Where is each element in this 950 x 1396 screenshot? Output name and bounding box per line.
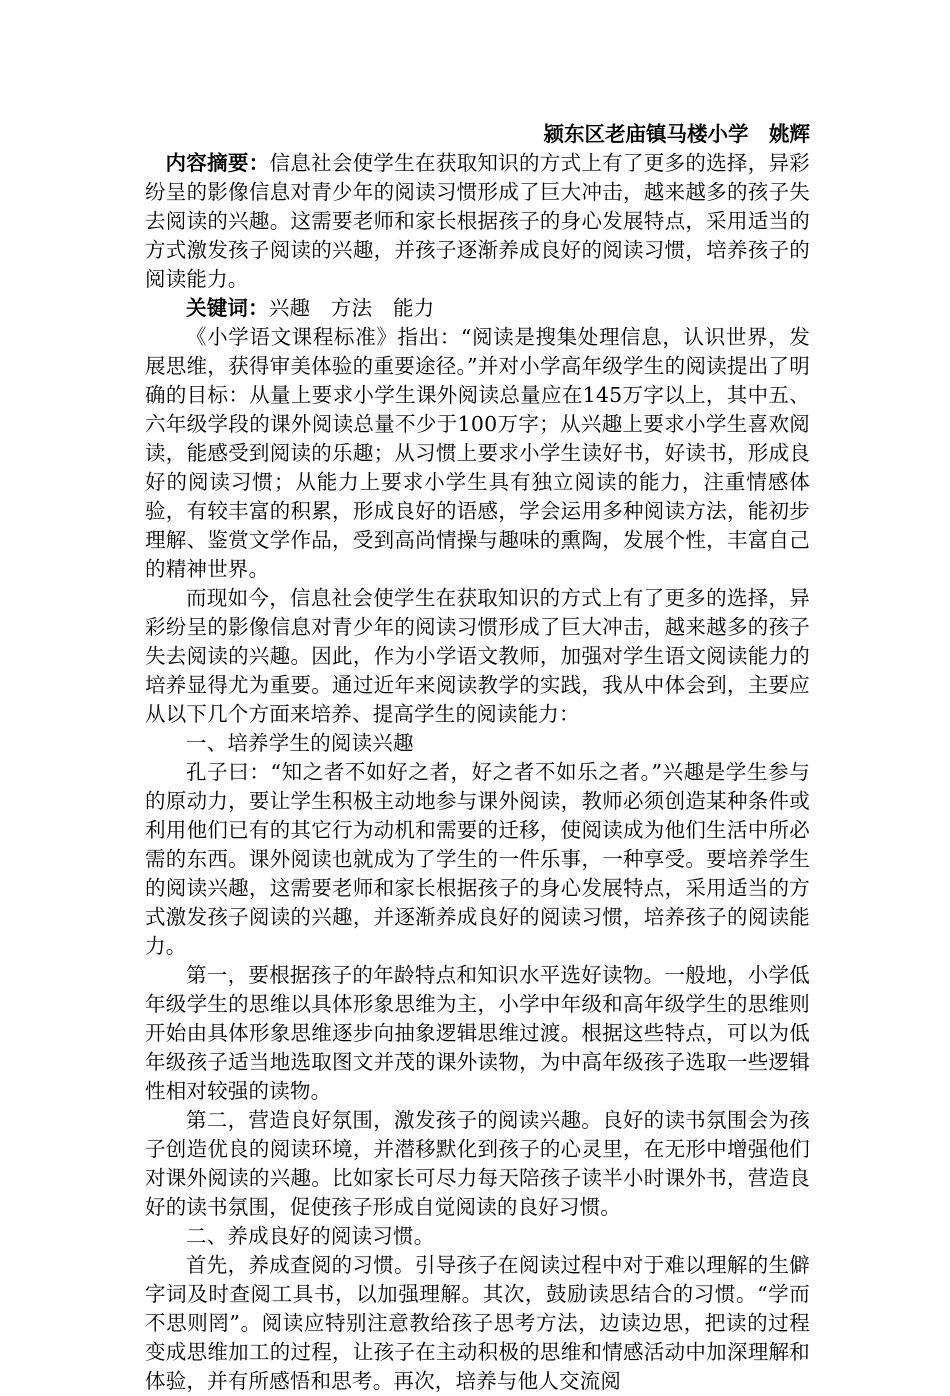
keywords-paragraph: [145, 294, 810, 323]
body-paragraph-2: 而现如今，信息社会使学生在获取知识的方式上有了更多的选择，异彩纷呈的影像信息对青少年的阅读习惯形成了巨大冲击，越来越多的孩子失去阅读的兴趣。因此，作为小学语文教师，加强对学生语文阅读能力的培养显得尤为重要。通过近年来阅读教学的实践，我从中体会到，主要应从以下几个方面来培养、提高学生的阅读能力：: [145, 586, 810, 726]
keywords-text: 兴趣 方法 能力: [268, 296, 435, 320]
author-line: 颍东区老庙镇马楼小学 姚辉: [543, 122, 810, 146]
document-page: [145, 120, 810, 1396]
keywords-label: 关键词：: [186, 296, 269, 320]
body-paragraph-1: 《小学语文课程标准》指出：“阅读是搜集处理信息，认识世界，发展思维，获得审美体验的重要途径。”并对小学高年级学生的阅读提出了明确的目标：从量上要求小学生课外阅读总量应在145万字以上，其中五、六年级学段的课外阅读总量不少于100万字；从兴趣上要求小学生喜欢阅读，能感受到阅读的乐趣；从习惯上要求小学生读好书，好读书，形成良好的阅读习惯；从能力上要求小学生具有独立阅读的能力，注重情感体验，有较丰富的积累，形成良好的语感，学会运用多种阅读方法，能初步理解、鉴赏文学作品，受到高尚情操与趣味的熏陶，发展个性，丰富自己的精神世界。: [145, 325, 810, 581]
section-heading-2: 二、养成良好的阅读习惯。: [186, 1224, 435, 1248]
body-paragraph-4: 第一，要根据孩子的年龄特点和知识水平选好读物。一般地，小学低年级学生的思维以具体形象思维为主，小学中年级和高年级学生的思维则开始由具体形象思维逐步向抽象逻辑思维过渡。根据这些特点，可以为低年级孩子适当地选取图文并茂的课外读物，为中高年级孩子选取一些逻辑性相对较强的读物。: [145, 963, 810, 1103]
section-heading-1: 一、培养学生的阅读兴趣: [186, 731, 414, 755]
body-paragraph-5: 第二，营造良好氛围，激发孩子的阅读兴趣。良好的读书氛围会为孩子创造优良的阅读环境，并潜移默化到孩子的心灵里，在无形中增强他们对课外阅读的兴趣。比如家长可尽力每天陪孩子读半小时课外书，营造良好的读书氛围，促使孩子形成自觉阅读的良好习惯。: [145, 1108, 810, 1219]
body-paragraph-6: 首先，养成查阅的习惯。引导孩子在阅读过程中对于难以理解的生僻字词及时查阅工具书，以加强理解。其次，鼓励读思结合的习惯。“学而不思则罔”。阅读应特别注意教给孩子思考方法，边读边思，把读的过程变成思维加工的过程，让孩子在主动积极的思维和情感活动中加深理解和体验，并有所感悟和思考。再次，培养与他人交流阅: [145, 1253, 810, 1393]
body-paragraph-3: 孔子曰：“知之者不如好之者，好之者不如乐之者。”兴趣是学生参与的原动力，要让学生积极主动地参与课外阅读，教师必须创造某种条件或利用他们已有的其它行为动机和需要的迁移，使阅读成为他们生活中所必需的东西。课外阅读也就成为了学生的一件乐事，一种享受。要培养学生的阅读兴趣，这需要老师和家长根据孩子的身心发展特点，采用适当的方式激发孩子阅读的兴趣，并逐渐养成良好的阅读习惯，培养孩子的阅读能力。: [145, 760, 810, 958]
abstract-label: 内容摘要：: [165, 151, 270, 175]
abstract-paragraph: [145, 149, 810, 294]
abstract-text: 信息社会使学生在获取知识的方式上有了更多的选择，异彩纷呈的影像信息对青少年的阅读习惯形成了巨大冲击，越来越多的孩子失去阅读的兴趣。这需要老师和家长根据孩子的身心发展特点，采用适当的方式激发孩子阅读的兴趣，并孩子逐渐养成良好的阅读习惯，培养孩子的阅读能力。: [145, 151, 810, 291]
